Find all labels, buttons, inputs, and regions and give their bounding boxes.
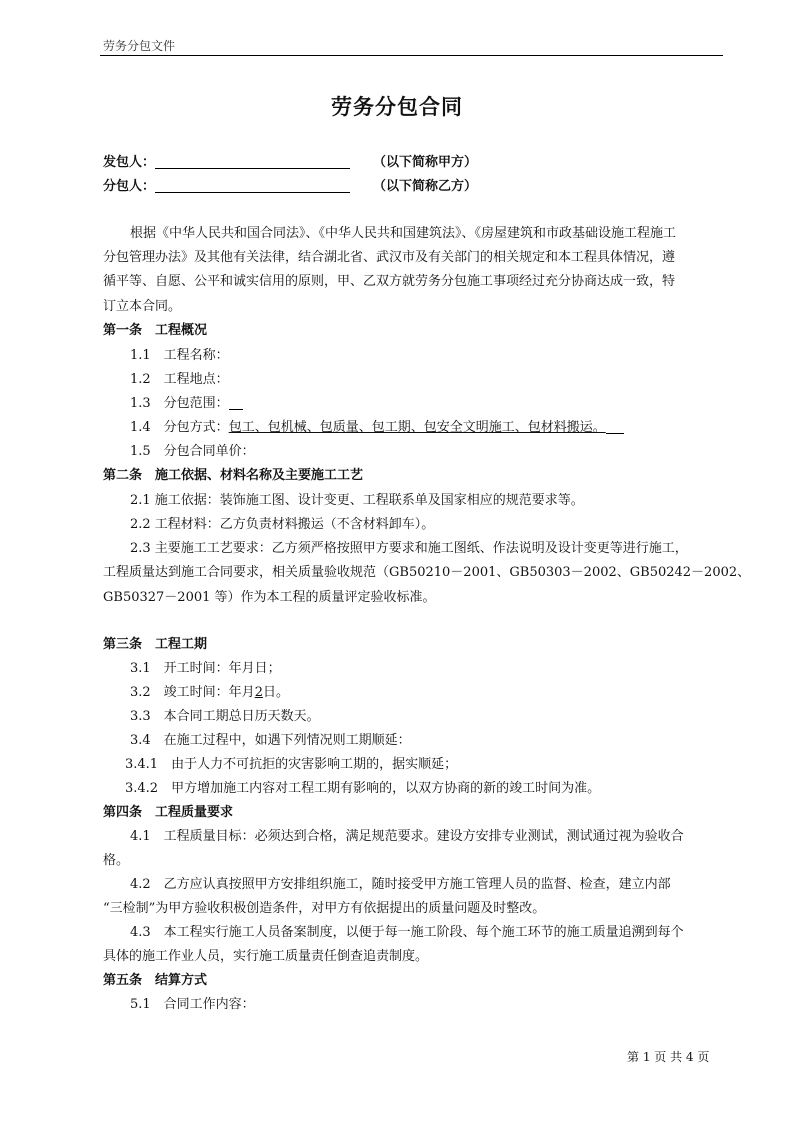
completion-month: 2 bbox=[254, 685, 263, 700]
intro-line-3: 循平等、自愿、公平和诚实信用的原则，甲、乙双方就劳务分包施工事项经过充分协商达成一致，特 bbox=[103, 274, 676, 289]
article5-heading: 第五条 结算方式 bbox=[103, 973, 208, 988]
article5-line-1: 5.1 合同工作内容： bbox=[130, 997, 255, 1012]
article4-line-6: 具体的施工作业人员，实行施工质量责任倒查追责制度。 bbox=[103, 949, 429, 964]
header-divider bbox=[100, 55, 723, 56]
article2-line-2: 2.2 工程材料：乙方负责材料搬运（不含材料卸车）。 bbox=[130, 517, 435, 532]
intro-line-4: 订立本合同。 bbox=[103, 299, 182, 314]
completion-suffix: 日。 bbox=[262, 685, 289, 700]
article3-heading: 第三条 工程工期 bbox=[103, 637, 208, 652]
article2-line-1: 2.1 施工依据：装饰施工图、设计变更、工程联系单及国家相应的规范要求等。 bbox=[130, 493, 584, 508]
article3-line-4: 3.4 在施工过程中，如遇下列情况则工期顺延： bbox=[130, 733, 411, 748]
scope-blank bbox=[229, 396, 243, 410]
article3-line-1: 3.1 开工时间：年月日； bbox=[130, 661, 281, 676]
article3-line-2 bbox=[130, 681, 289, 700]
header-text: 劳务分包文件 bbox=[103, 39, 176, 53]
article4-line-2: 格。 bbox=[103, 853, 130, 868]
article2-line-5: GB50327－2001 等）作为本工程的质量评定验收标准。 bbox=[103, 590, 436, 605]
article1-heading: 第一条 工程概况 bbox=[103, 323, 208, 338]
subcontractor-label: 分包人： bbox=[103, 179, 156, 194]
contractor-row bbox=[103, 151, 350, 170]
method-label: 1.4 分包方式： bbox=[130, 420, 229, 435]
document-title: 劳务分包合同 bbox=[331, 94, 463, 119]
article1-item-3 bbox=[130, 392, 243, 411]
article3-line-6: 3.4.2 甲方增加施工内容对工程工期有影响的，以双方协商的新的竣工时间为准。 bbox=[125, 781, 601, 796]
intro-line-2: 分包管理办法》及其他有关法律，结合湖北省、武汉市及有关部门的相关规定和本工程具体情况，遵 bbox=[103, 250, 676, 265]
scope-label: 1.3 分包范围： bbox=[130, 396, 229, 411]
article1-item-1: 1.1 工程名称： bbox=[130, 348, 229, 363]
article4-line-3: 4.2 乙方应认真按照甲方安排组织施工，随时接受甲方施工管理人员的监督、检查，建立内部 bbox=[130, 877, 671, 892]
article4-heading: 第四条 工程质量要求 bbox=[103, 805, 234, 820]
article2-heading: 第二条 施工依据、材料名称及主要施工工艺 bbox=[103, 468, 364, 483]
article2-line-3: 2.3 主要施工工艺要求：乙方须严格按照甲方要求和施工图纸、作法说明及设计变更等进行施工， bbox=[130, 541, 688, 556]
contractor-label: 发包人： bbox=[103, 155, 156, 170]
subcontractor-row bbox=[103, 175, 350, 194]
subcontractor-blank bbox=[155, 178, 350, 193]
method-tail-blank bbox=[606, 420, 624, 434]
contractor-note: （以下简称甲方） bbox=[373, 155, 478, 170]
article4-line-5: 4.3 本工程实行施工人员备案制度，以便于每一施工阶段、每个施工环节的施工质量追溯到每个 bbox=[130, 925, 684, 940]
article2-line-4: 工程质量达到施工合同要求，相关质量验收规范（GB50210－2001、GB50303－2002、GB50242－2002、 bbox=[103, 565, 751, 580]
article3-line-5: 3.4.1 由于人力不可抗拒的灾害影响工期的，据实顺延； bbox=[125, 757, 458, 772]
intro-line-1: 根据《中华人民共和国合同法》、《中华人民共和国建筑法》、《房屋建筑和市政基础设施工程施工 bbox=[130, 226, 677, 241]
contractor-blank bbox=[155, 154, 350, 169]
completion-label: 3.2 竣工时间：年月 bbox=[130, 685, 255, 700]
article1-item-5: 1.5 分包合同单价： bbox=[130, 444, 255, 459]
article1-item-2: 1.2 工程地点： bbox=[130, 372, 229, 387]
method-value: 包工、包机械、包质量、包工期、包安全文明施工、包材料搬运。 bbox=[228, 420, 606, 435]
subcontractor-note: （以下简称乙方） bbox=[373, 179, 478, 194]
article3-line-3: 3.3 本合同工期总日历天数天。 bbox=[130, 709, 320, 724]
article4-line-4: “三检制”为甲方验收积极创造条件，对甲方有依据提出的质量问题及时整改。 bbox=[103, 901, 546, 916]
article1-item-4 bbox=[130, 416, 624, 435]
article4-line-1: 4.1 工程质量目标：必须达到合格，满足规范要求。建设方安排专业测试，测试通过视为验收合 bbox=[130, 829, 684, 844]
page-number: 第 1 页 共 4 页 bbox=[627, 1050, 710, 1064]
